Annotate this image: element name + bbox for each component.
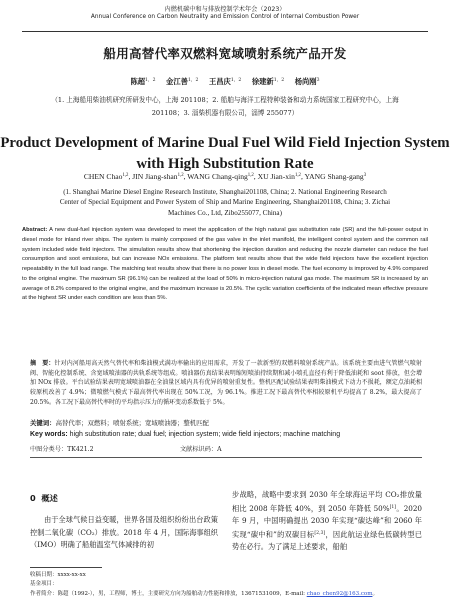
author-zh: 徐建新$^{1,2}$ — [251, 77, 285, 86]
running-head-en: Annual Conference on Carbon Neutrality and Emission Control of Internal Combustion Power — [90, 13, 360, 20]
abstract-en-text: A new dual-fuel injection system was developed to meet the application of the high natural gas substitution rate (SR) and the full-power output in diesel mode for inland river ships. The system is mainly composed of the gas valve in the inlet manifold, the intelligent control system and the common rail system included wide field injectors. The simulation results show that shortening the injection duration and reducing the nozzle diameter can reduce the fuel consumption and soot emissions, but can increase NOx emissions. The platform test results show that the wide field injectors have the excellent injection repeatability in the full load range. The matching test results show that there is no power loss in diesel mode. The fuel economy is improved by 4.9% compared to the original engine. The maximum SR (96.1%) can be realized at the load of 50% in micro-injection natural gas mode. The maximum SR is increased by an average of 8.2% compared to the original engine, and the maximum increase is 20.5%. The cyclic variation coefficients of the indicated mean effective pressure at the highest SR under each condition are less than 5%. — [22, 227, 428, 302]
clc-number: 中图分类号：TK421.2 — [30, 446, 94, 453]
affiliation-zh: （1. 上海船用柴油机研究所研发中心，上海 201108；2. 船舶与海洋工程特种装备和动力系统国家工程研究中心，上海 201108；3. 淄柴机器有限公司，淄博 255077） — [51, 96, 399, 117]
received-date: 收稿日期：xxxx-xx-xx — [30, 572, 86, 578]
author-en: WANG Chang-qing$^{1,2}$, — [187, 172, 258, 181]
keywords-en-text: high substitution rate; dual fuel; injection system; wide field injectors; machine matching — [67, 431, 341, 438]
header-divider — [22, 31, 428, 32]
fund-info: 基金项目： — [30, 581, 58, 588]
author-en: JIN Jiang-shan$^{1,2}$, — [132, 172, 188, 181]
author-zh: 杨尚刚$^3$ — [294, 77, 320, 86]
author-en: CHEN Chao$^{1,2}$, — [83, 172, 133, 181]
author-en: YANG Shang-gang$^3$ — [304, 172, 367, 181]
paper-title-en: Product Development of Marine Dual Fuel Wild Field Injection System with High Substitution Rate — [0, 135, 450, 172]
authors-en — [0, 172, 450, 181]
keywords-en-label: Key words: — [30, 431, 68, 438]
keywords-zh-label: 关键词： — [30, 419, 56, 427]
classification-divider — [30, 457, 422, 458]
footnotes — [30, 571, 430, 599]
classification-line — [30, 444, 422, 453]
keywords-zh-text: 高替代率；双燃料；喷射系统；宽域喷油器；整机匹配 — [55, 419, 209, 427]
authors-zh — [0, 77, 450, 87]
abstract-en-label: Abstract: — [22, 227, 48, 233]
body-column-right: 步战略，战略中要求到 2030 年全球海运平均 CO₂排放量相比 2008 年降低 40%，到 2050 年降低 50%[1]。2020 年 9 月，中国明确提出 2030 年实现“碳达峰”和 2060 年实现“碳中和”的双碳目标[2,3]，因此航运业绿色低碳转型已势在必行。为了满足上述要求，船舶 — [232, 490, 422, 552]
author-zh: 陈超$^{1,2}$ — [130, 77, 156, 86]
citation: [1] — [389, 504, 397, 510]
document-code: 文献标识码：A — [180, 446, 222, 453]
running-head-zh: 内燃机碳中和与排放控制学术年会（2023） — [164, 6, 286, 13]
paper-title-zh: 船用高替代率双燃料宽域喷射系统产品开发 — [103, 46, 347, 61]
keywords-en — [30, 431, 422, 438]
email-link[interactable]: chao_chen92@163.com — [306, 590, 373, 597]
author-zh: 金江善$^{1,2}$ — [166, 77, 199, 86]
author-en: XU Jian-xin$^{1,2}$, — [257, 172, 305, 181]
abstract-zh-label: 摘 要： — [30, 360, 55, 367]
author-zh: 王昌庆$^{1,2}$ — [208, 77, 242, 86]
footnote-divider — [30, 567, 102, 568]
running-head — [0, 6, 450, 21]
author-info: 作者简介：陈超（1992-），男，工程师，博士，主要研究方向为船舶动力性能和排放，13671531009，E-mail: chao_chen92@163.com。 — [30, 590, 378, 597]
body-column-left: 由于全球气候日益变暖，世界各国及组织纷纷出台政策控制二氧化碳（CO₂）排放。2018 年 4 月，国际海事组织（IMO）明确了船舶温室气体减排的初 — [30, 515, 218, 550]
abstract-en — [22, 226, 428, 304]
abstract-zh-text: 针对内河船用高天然气替代率和柴油模式满功率输出的应用需求，开发了一款新型的双燃料喷射系统产品。该系统主要由进气管燃气喷射阀、智能化控制系统、含宽域喷油器的共轨系统等组成。喷油器仿真结果表明缩短喷油持续期和减小喷孔直径有利于降低油耗和 soot 排放，但会增加 NOx 排放。平台试验结果表明宽域喷油器在全油量区域内具有优异的喷射重复性。整机匹配试验结果表明柴油模式下动力不损耗，额定点油耗相较原机改善了 4.9%；微喷燃气模式下最高替代率出现在 50%工况，为 96.1%。推进工况下最高替代率相较原机平均提高了 8.2%，最大提高了 20.5%。各工况下最高替代率时的平均指示压力的循环变动系数低于 5%。 — [30, 360, 422, 406]
abstract-zh — [30, 359, 422, 408]
keywords-zh — [30, 418, 422, 427]
affiliation-en: (1. Shanghai Marine Diesel Engine Research Institute, Shanghai201108, China; 2. National Engineering Research Center of Special Equipment and Power System of Ship and Marine Engineering, Shanghai201108, China; 3. Zichai Machines Co., Ltd, Zibo255077, China) — [59, 188, 391, 217]
section-heading: 0 概述 — [30, 493, 58, 503]
citation: [2,3] — [314, 530, 326, 536]
